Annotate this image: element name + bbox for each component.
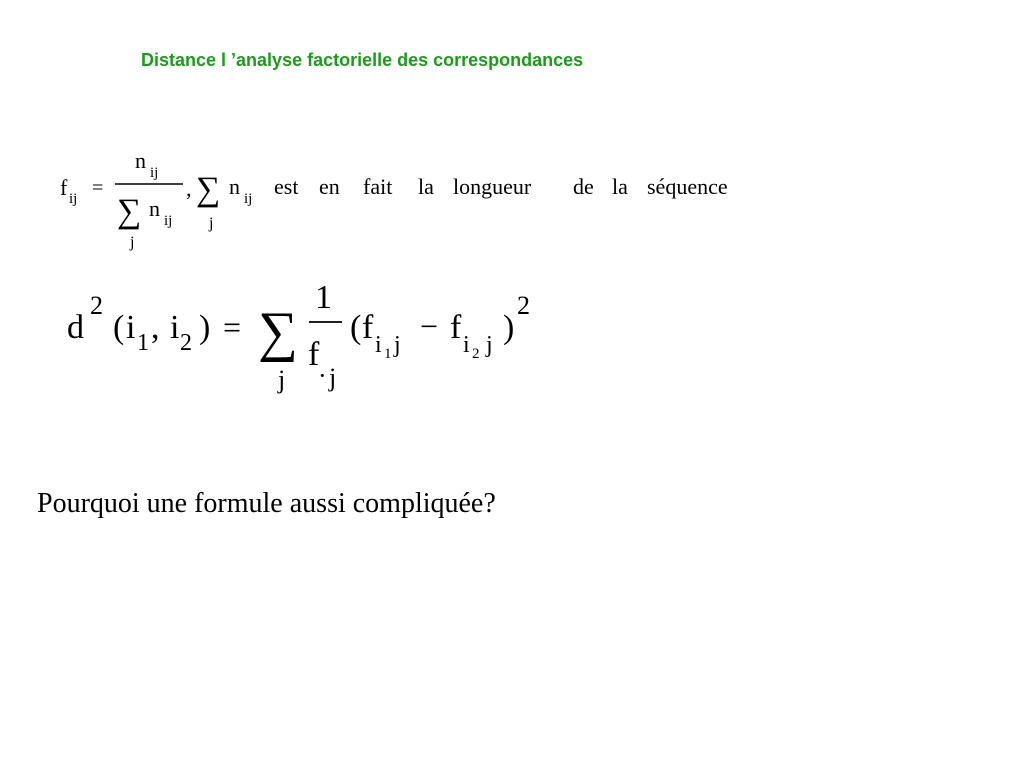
denominator-f: f [308,336,320,373]
subscript-2: 2 [180,330,192,356]
subscript-i: i [463,332,470,358]
denominator-sum-sign: ∑ [117,193,142,230]
subsubscript-1: 1 [384,346,392,362]
sum-index-j: j [209,215,214,232]
numerator-subscript-ij: ij [150,165,159,181]
i-symbol: i [170,309,180,346]
text-word: séquence [647,174,728,199]
subscript-ij-2: ij [244,191,253,207]
f-symbol: f [450,309,462,346]
comma: , [186,176,192,201]
text-word: est [274,174,299,199]
minus-sign: − [420,308,439,344]
subscript-ij: ij [69,191,78,207]
numerator-n: n [135,148,146,173]
text-word: la [418,174,434,199]
denominator-j: j [329,363,337,392]
denominator-subscript-ij: ij [164,213,173,229]
denominator-n: n [149,196,160,221]
text-word: longueur [453,174,532,199]
denominator-dot: · [318,361,327,390]
sum-sign: ∑ [196,171,221,208]
i-symbol: i [126,309,136,346]
subscript-j: j [394,332,401,358]
sum-index-j: j [278,365,286,394]
text-word: de [573,174,594,199]
question-text: Pourquoi une formule aussi compliquée? [37,488,496,519]
denominator-sum-index-j: j [130,234,135,251]
sum-sign: ∑ [258,301,298,363]
text-word: la [612,174,628,199]
subscript-1: 1 [137,330,149,356]
f-symbol: f [362,309,374,346]
text-word: en [319,174,340,199]
subscript-j: j [486,332,493,358]
close-paren: ) [503,309,515,346]
equals-sign: = [92,177,104,199]
numerator-1: 1 [315,279,332,316]
equals-sign: = [223,309,242,345]
exponent-2: 2 [90,291,103,320]
open-paren: ( [113,309,125,346]
subscript-i: i [375,332,382,358]
f-symbol: f [60,175,68,200]
n-symbol: n [229,174,240,199]
comma: , [151,309,160,346]
exponent-2: 2 [517,291,530,320]
close-paren: ) [199,309,211,346]
open-paren: ( [350,309,362,346]
slide-title: Distance l ’analyse factorielle des correspondances [141,50,584,70]
text-word: fait [363,174,393,199]
d-symbol: d [67,309,84,346]
subsubscript-2: 2 [472,346,480,362]
